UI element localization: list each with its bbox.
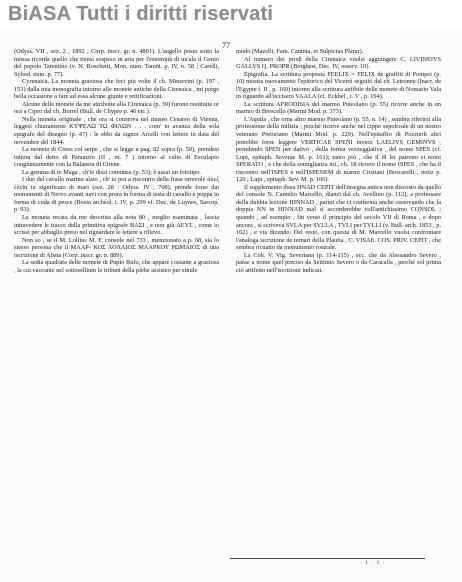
- paragraph: La moneta di Creso col serpe , che si legge a pag. 82 sopra (p. 50), prendesi tuttora dal detto di Panunzio (II , nr. 7 ) intorno al culto di Esculapio congiuntamente con la Balaneia di Cirene.: [14, 146, 219, 169]
- footer-rule: [230, 558, 425, 559]
- paragraph: (Odyss. VII , sez. 2 , 1892 ; Corp. inscr. gr. n. 4801). L'augello posto sotto la mossa ricorda quello che tiensi sospeso in aria per l'estremità di un'ala il Genio del popolo Tarentino (v. N. Roschetti, Mon. num. Tarent. p. IV, n. 58 ; Carelli, Syhod. num. p. 77).: [14, 48, 219, 78]
- paragraph: Alcune delle monete da me attribuite alla Cirenaica (p. 39) furono restituite or ora a Cipro dal ch. Borrel (Bull. de Chypre p. 46 etc.).: [14, 100, 219, 116]
- paragraph: La gemma di re Maga , ch'io dissi comunea (p. 53); è assai un fototipo.: [22, 168, 201, 176]
- paragraph: Nella moneta originale , che ora si conserva nel museo Cesareo di Vienna, leggesi chiaramente ΚΥΨΕΛΩ ΤΩ ΦΙΛΩΝ . . . com' io avanza della sola epigrafe del disegno (p. 47) : le ebbi da signor Arcelli con lettere in data del novembre del 1844.: [14, 115, 219, 146]
- paragraph: Al numero dei prodi della Cirenaica vuolsi aggiungere C. LIVINEIVS GALLVS Q. PROPR (Borghesi, Dec. IV, osserv. 10).: [236, 55, 441, 71]
- paragraph: La scrittura AFRODISIA del marmo Puteolano (p. 55) ricorre anche in un marmo di Brescello (Marmi Mod. p. 373).: [236, 100, 441, 116]
- left-column: [14, 48, 219, 274]
- paragraph: La Coh. V. Vig. Severiana (p. 114-115) , ecc. che da Alessandro Severo , parae a nome quel preciso da Settimio Severo o da Caracalla , perchè sol prima ciò artifetto nell'iscrizioni indicati.: [236, 251, 441, 274]
- paragraph: Il supplemento duea HNAD CEPIT dell'insegna antica non discosto da quello del console N. Camelio Marcello, dianzi dal ch. Avellino (p. 112), a professare della dubbia lezione HINNAD , parmi che ci conferma anche osservando che la doppia NN in HINNAD mal si accorderebbe coll'antichissimo CONSOL ; quando , ad esempio , fin verso il principio del secolo VII di Roma , e dopo ancora , si scriveva SVLA per SVLLA , TVLI per TVLLI (v. Bull. arch. 1853 , p. 162) , e via dicendo. Del resto, con questa di M. Marcello vuolsi confrontare l'analoga iscrizione de ternari della Plautia , C. VISAE. COS. PRIV. CEPIT , che sembra ricuatto da monumento rostrale.: [236, 183, 441, 252]
- footer-marks: · 1 · 1 ·: [360, 560, 386, 566]
- paragraph: La moneta recata da me descritta alla nota 80 , meglio esaminata , lascia intravedere le tracce della primitiva epigrafe ΒΑΣΙ , e non già ΑΕΥΣ , come io scrissi per abbaglio preso nel riguardare le lettere a rilievo.: [14, 214, 219, 237]
- paragraph: L'Aquila , che orna altro marmo Puteolano (p. 55, n. 14) , sembra riferirsi alla professione della milizia ; poichè ricorre anche nel cippo sepolcrale di un nostro veterano Pretoriano (Marmi Mod. p. 229). Nell'epitaffio di Pozzuoli altri potrebbe forse leggere VERTICAE SPENI invece LAELIVS GEMINVS , prendendo SPEN per dativo , della forma vezzeggiativa , del nome SPES (cf. Lupi, epitaph. Severae M. p. 161); tanto più , che il di lei patrono si nomi SPERATO , e che della somiglianza mi., ch. 18 ricorre il nome ISPES , che ha il riscontro nell'ISPES e nell'ISPENEM di marmi Cristiani (Boscarelli , notiz p. 120 ; Lupi , epitaph. Sev. M. p. 166).: [236, 115, 441, 184]
- paragraph: I due del cavallo marino alato , ch' io poi a riscontro della frase orrevole ἀλεξ ἑλεῖα in significato di mari (sez. 28 : Odyss. IV , 708), prende forse dai monumenti di Nervo avanti navi con prora in forma di testa di cavallo e poppa in forma di coda di pesce (Bosio archéol. t. IV, p. 299 ef. Duc. de Luynes, Sarcop. p. 93).: [14, 176, 219, 214]
- watermark-text: BiASA Tutti i diritti riservati: [8, 3, 274, 25]
- paragraph: Cyrenaica. La moneta graziosa che feci più volte il ch. Minervini (p. 197 , 153) dalla mia monografia intorno alle monete antiche della Cirenaica , mi porge bella occasione a fare ad essa alcune giunte e rettificazioni.: [14, 78, 219, 101]
- page-number: 77: [222, 41, 230, 50]
- watermark-banner: [0, 0, 462, 30]
- paragraph: La sedia quadrata delle monete di Pupio Rufo, che appare costante a graziosa , la cui vaccante nel sottosellium le tribuni della plebe assisteo per simile: [14, 259, 219, 274]
- paragraph: Epigrafia. La scrittura proposta FEELIX = FELIX de graffiti di Pompei (p. 10) mostra nuovamente l'epitorico del Viceroi seguito dal ch. Letronne (Inscr. de l'Egypte t. II , p. 169) intorno alla scrittura anfibile delle monete di Nomario Vala in riguardo all'uccisero VAALA (cf. Eckhel , t. V , p. 194).: [236, 70, 441, 101]
- paragraph: Non so , se il M. Lollius M. F. console nel 733 , menzionato a p. 68, sia lo stesso persona che il ΜΑΑΡ- ΚΟΣ ΛΟΛΛΙΟΣ ΜΑΑΡΚΟΥ ΡΩΜΑΙΟΣ di una iscrizione di Abata (Corp. inscr. gr. n. 889).: [14, 236, 219, 259]
- right-column: [236, 48, 441, 274]
- paragraph: modo (Mazelli, Fam. Caninia, et Sulpicius Platur).: [236, 48, 364, 55]
